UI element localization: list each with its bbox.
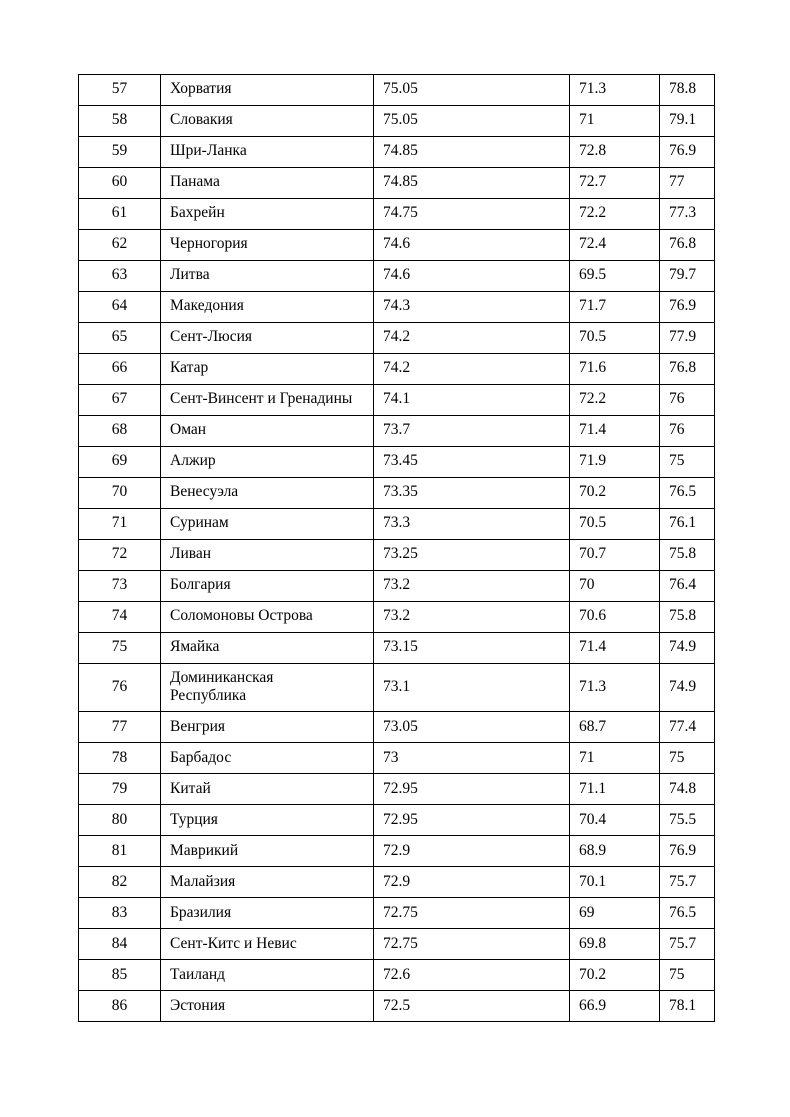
cell-rank: 59 — [79, 137, 161, 168]
cell-country: Таиланд — [161, 960, 374, 991]
cell-male: 70.4 — [570, 805, 660, 836]
cell-country: Эстония — [161, 991, 374, 1022]
cell-country: Ливан — [161, 540, 374, 571]
cell-total: 72.9 — [374, 836, 570, 867]
cell-male: 69.5 — [570, 261, 660, 292]
cell-country — [161, 664, 374, 712]
cell-male: 71.1 — [570, 774, 660, 805]
cell-country: Малайзия — [161, 867, 374, 898]
cell-rank: 79 — [79, 774, 161, 805]
cell-total: 74.2 — [374, 323, 570, 354]
table-row — [79, 478, 715, 509]
cell-country-line: Доминиканская — [170, 669, 274, 686]
cell-country: Панама — [161, 168, 374, 199]
cell-country: Маврикий — [161, 836, 374, 867]
cell-female: 74.9 — [660, 664, 715, 712]
cell-rank: 78 — [79, 743, 161, 774]
cell-rank: 75 — [79, 633, 161, 664]
table-row — [79, 743, 715, 774]
cell-male: 68.7 — [570, 712, 660, 743]
cell-country: Ямайка — [161, 633, 374, 664]
cell-country-line: Республика — [170, 687, 247, 705]
cell-female: 76.8 — [660, 354, 715, 385]
cell-total: 74.1 — [374, 385, 570, 416]
cell-female: 76.8 — [660, 230, 715, 261]
cell-female: 75.5 — [660, 805, 715, 836]
table-row — [79, 385, 715, 416]
cell-rank: 81 — [79, 836, 161, 867]
cell-rank: 69 — [79, 447, 161, 478]
cell-rank: 58 — [79, 106, 161, 137]
cell-female: 76.5 — [660, 898, 715, 929]
cell-country: Бразилия — [161, 898, 374, 929]
cell-female: 76.9 — [660, 836, 715, 867]
cell-total: 74.75 — [374, 199, 570, 230]
table-row — [79, 571, 715, 602]
table-row — [79, 261, 715, 292]
cell-rank: 72 — [79, 540, 161, 571]
table-row — [79, 774, 715, 805]
cell-male: 70.5 — [570, 509, 660, 540]
cell-country: Болгария — [161, 571, 374, 602]
cell-male: 71.7 — [570, 292, 660, 323]
cell-female: 75 — [660, 447, 715, 478]
cell-total: 72.95 — [374, 805, 570, 836]
cell-total: 73.1 — [374, 664, 570, 712]
cell-female: 76 — [660, 385, 715, 416]
cell-total: 73.45 — [374, 447, 570, 478]
cell-country: Соломоновы Острова — [161, 602, 374, 633]
cell-country: Сент-Люсия — [161, 323, 374, 354]
cell-male: 71.4 — [570, 416, 660, 447]
cell-female: 74.9 — [660, 633, 715, 664]
cell-female: 77.3 — [660, 199, 715, 230]
cell-country: Китай — [161, 774, 374, 805]
cell-rank: 85 — [79, 960, 161, 991]
cell-male: 71.3 — [570, 75, 660, 106]
cell-rank: 76 — [79, 664, 161, 712]
cell-male: 71 — [570, 743, 660, 774]
cell-total: 72.75 — [374, 929, 570, 960]
table-row — [79, 867, 715, 898]
cell-country: Алжир — [161, 447, 374, 478]
cell-male: 69.8 — [570, 929, 660, 960]
table-row — [79, 664, 715, 712]
cell-total: 73.25 — [374, 540, 570, 571]
cell-rank: 62 — [79, 230, 161, 261]
cell-rank: 64 — [79, 292, 161, 323]
cell-female: 75.8 — [660, 602, 715, 633]
table-row — [79, 230, 715, 261]
cell-total: 73 — [374, 743, 570, 774]
cell-rank: 82 — [79, 867, 161, 898]
cell-female: 76.9 — [660, 292, 715, 323]
table-row — [79, 960, 715, 991]
cell-rank: 68 — [79, 416, 161, 447]
cell-male: 70.2 — [570, 478, 660, 509]
table-row — [79, 929, 715, 960]
cell-total: 72.9 — [374, 867, 570, 898]
cell-female: 75 — [660, 960, 715, 991]
cell-total: 73.7 — [374, 416, 570, 447]
table-row — [79, 633, 715, 664]
table-row — [79, 602, 715, 633]
cell-male: 72.4 — [570, 230, 660, 261]
life-expectancy-table — [78, 74, 715, 1022]
cell-country: Венесуэла — [161, 478, 374, 509]
table-row — [79, 354, 715, 385]
cell-country: Сент-Винсент и Гренадины — [161, 385, 374, 416]
cell-rank: 84 — [79, 929, 161, 960]
cell-country: Хорватия — [161, 75, 374, 106]
cell-total: 73.2 — [374, 602, 570, 633]
cell-total: 75.05 — [374, 106, 570, 137]
cell-female: 74.8 — [660, 774, 715, 805]
cell-rank: 66 — [79, 354, 161, 385]
cell-female: 78.8 — [660, 75, 715, 106]
cell-male: 71.3 — [570, 664, 660, 712]
cell-country: Литва — [161, 261, 374, 292]
cell-male: 70.6 — [570, 602, 660, 633]
cell-male: 69 — [570, 898, 660, 929]
cell-total: 74.6 — [374, 230, 570, 261]
table-body — [79, 75, 715, 1022]
table-row — [79, 168, 715, 199]
cell-country: Оман — [161, 416, 374, 447]
cell-female: 75.7 — [660, 867, 715, 898]
cell-rank: 67 — [79, 385, 161, 416]
cell-rank: 63 — [79, 261, 161, 292]
cell-female: 76.5 — [660, 478, 715, 509]
cell-rank: 61 — [79, 199, 161, 230]
cell-country: Бахрейн — [161, 199, 374, 230]
cell-total: 72.95 — [374, 774, 570, 805]
cell-female: 75.7 — [660, 929, 715, 960]
cell-female: 76.4 — [660, 571, 715, 602]
table-row — [79, 75, 715, 106]
table-row — [79, 199, 715, 230]
cell-total: 74.2 — [374, 354, 570, 385]
table-row — [79, 137, 715, 168]
cell-male: 71 — [570, 106, 660, 137]
table-row — [79, 509, 715, 540]
cell-female: 76.1 — [660, 509, 715, 540]
cell-female: 79.1 — [660, 106, 715, 137]
cell-country: Катар — [161, 354, 374, 385]
cell-total: 72.5 — [374, 991, 570, 1022]
cell-male: 72.2 — [570, 199, 660, 230]
cell-rank: 80 — [79, 805, 161, 836]
table-row — [79, 292, 715, 323]
life-expectancy-table-wrap — [78, 74, 714, 1022]
table-row — [79, 323, 715, 354]
cell-country: Сент-Китс и Невис — [161, 929, 374, 960]
cell-total: 73.35 — [374, 478, 570, 509]
cell-country: Барбадос — [161, 743, 374, 774]
cell-female: 76.9 — [660, 137, 715, 168]
cell-female: 77.9 — [660, 323, 715, 354]
table-row — [79, 991, 715, 1022]
cell-female: 77 — [660, 168, 715, 199]
cell-total: 74.85 — [374, 168, 570, 199]
cell-male: 72.7 — [570, 168, 660, 199]
cell-total: 73.3 — [374, 509, 570, 540]
cell-country: Македония — [161, 292, 374, 323]
cell-rank: 77 — [79, 712, 161, 743]
cell-total: 72.75 — [374, 898, 570, 929]
cell-country: Турция — [161, 805, 374, 836]
cell-female: 75.8 — [660, 540, 715, 571]
table-row — [79, 416, 715, 447]
cell-female: 79.7 — [660, 261, 715, 292]
cell-total: 73.2 — [374, 571, 570, 602]
table-row — [79, 898, 715, 929]
table-row — [79, 805, 715, 836]
cell-total: 74.3 — [374, 292, 570, 323]
cell-male: 71.9 — [570, 447, 660, 478]
cell-male: 70 — [570, 571, 660, 602]
cell-country: Суринам — [161, 509, 374, 540]
cell-country: Черногория — [161, 230, 374, 261]
cell-male: 70.5 — [570, 323, 660, 354]
cell-male: 72.8 — [570, 137, 660, 168]
cell-female: 78.1 — [660, 991, 715, 1022]
cell-rank: 71 — [79, 509, 161, 540]
cell-male: 70.2 — [570, 960, 660, 991]
cell-total: 74.6 — [374, 261, 570, 292]
cell-male: 71.6 — [570, 354, 660, 385]
cell-female: 75 — [660, 743, 715, 774]
cell-total: 74.85 — [374, 137, 570, 168]
cell-female: 77.4 — [660, 712, 715, 743]
cell-rank: 57 — [79, 75, 161, 106]
table-row — [79, 106, 715, 137]
cell-rank: 74 — [79, 602, 161, 633]
table-row — [79, 540, 715, 571]
cell-total: 75.05 — [374, 75, 570, 106]
cell-country: Словакия — [161, 106, 374, 137]
cell-total: 73.15 — [374, 633, 570, 664]
cell-rank: 83 — [79, 898, 161, 929]
cell-rank: 70 — [79, 478, 161, 509]
cell-female: 76 — [660, 416, 715, 447]
cell-male: 68.9 — [570, 836, 660, 867]
cell-total: 73.05 — [374, 712, 570, 743]
cell-rank: 65 — [79, 323, 161, 354]
cell-male: 70.1 — [570, 867, 660, 898]
cell-rank: 60 — [79, 168, 161, 199]
cell-country: Шри-Ланка — [161, 137, 374, 168]
cell-male: 66.9 — [570, 991, 660, 1022]
cell-rank: 73 — [79, 571, 161, 602]
cell-male: 70.7 — [570, 540, 660, 571]
cell-male: 72.2 — [570, 385, 660, 416]
cell-male: 71.4 — [570, 633, 660, 664]
cell-country: Венгрия — [161, 712, 374, 743]
table-row — [79, 447, 715, 478]
cell-total: 72.6 — [374, 960, 570, 991]
table-row — [79, 836, 715, 867]
table-row — [79, 712, 715, 743]
cell-rank: 86 — [79, 991, 161, 1022]
